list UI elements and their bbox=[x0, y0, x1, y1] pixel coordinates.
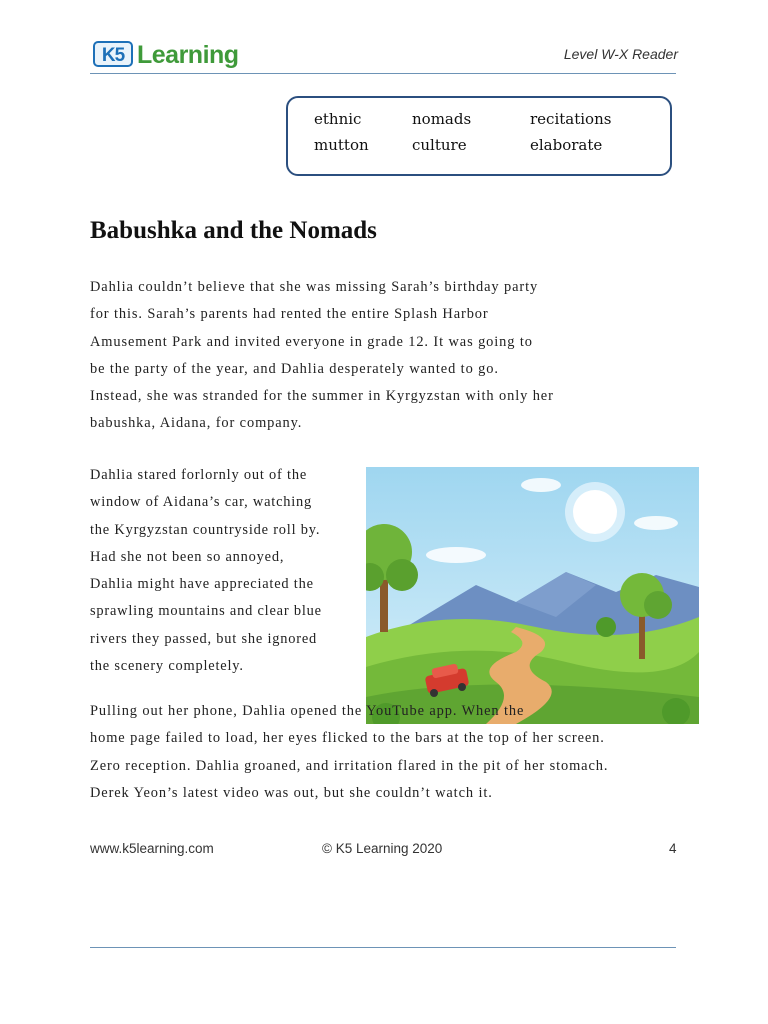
text-line: Dahlia might have appreciated the bbox=[90, 576, 314, 593]
text-line: Zero reception. Dahlia groaned, and irritation flared in the pit of her stomach. bbox=[90, 757, 609, 774]
footer-website: www.k5learning.com bbox=[90, 841, 214, 856]
vocab-word: recitations bbox=[530, 110, 612, 128]
text-line: Amusement Park and invited everyone in grade 12. It was going to bbox=[90, 333, 533, 350]
vocabulary-grid bbox=[314, 110, 650, 154]
reader-level: Level W-X Reader bbox=[563, 46, 678, 62]
paragraph-2 bbox=[90, 462, 322, 680]
header-divider bbox=[90, 73, 676, 74]
text-line: rivers they passed, but she ignored bbox=[90, 630, 318, 647]
countryside-road-illustration bbox=[366, 467, 699, 724]
page-number: 4 bbox=[669, 841, 677, 856]
story-title: Babushka and the Nomads bbox=[90, 217, 377, 244]
text-line: Instead, she was stranded for the summer in Kyrgyzstan with only her bbox=[90, 388, 554, 405]
text-line: Pulling out her phone, Dahlia opened the YouTube app. When the bbox=[90, 703, 525, 719]
text-line: the Kyrgyzstan countryside roll by. bbox=[90, 521, 321, 538]
text-line: the scenery completely. bbox=[90, 658, 244, 675]
bottom-divider bbox=[90, 947, 676, 948]
text-line: home page failed to load, her eyes flicked to the bars at the top of her screen. bbox=[90, 730, 605, 747]
text-line: window of Aidana’s car, watching bbox=[90, 494, 313, 511]
vocab-word: culture bbox=[412, 136, 467, 154]
text-line: Dahlia stared forlornly out of the bbox=[90, 467, 308, 483]
vocab-word: elaborate bbox=[530, 136, 603, 154]
text-line: be the party of the year, and Dahlia desperately wanted to go. bbox=[90, 360, 499, 377]
paragraph-1 bbox=[90, 274, 554, 438]
logo-k5-mark: K5 bbox=[93, 41, 133, 67]
vocab-word: ethnic bbox=[314, 110, 362, 128]
footer-copyright: © K5 Learning 2020 bbox=[322, 841, 443, 856]
text-line: for this. Sarah’s parents had rented the entire Splash Harbor bbox=[90, 306, 489, 323]
text-line: Had she not been so annoyed, bbox=[90, 548, 285, 565]
k5-learning-logo bbox=[93, 38, 239, 72]
text-line: Dahlia couldn’t believe that she was missing Sarah’s birthday party bbox=[90, 279, 539, 295]
vocabulary-box bbox=[286, 96, 672, 176]
text-line: babushka, Aidana, for company. bbox=[90, 415, 303, 432]
vocab-word: nomads bbox=[412, 110, 472, 128]
paragraph-3 bbox=[90, 698, 608, 807]
text-line: Derek Yeon’s latest video was out, but she couldn’t watch it. bbox=[90, 784, 493, 801]
vocab-word: mutton bbox=[314, 136, 369, 154]
logo-wordmark: Learning bbox=[137, 41, 239, 69]
text-line: sprawling mountains and clear blue bbox=[90, 603, 322, 620]
